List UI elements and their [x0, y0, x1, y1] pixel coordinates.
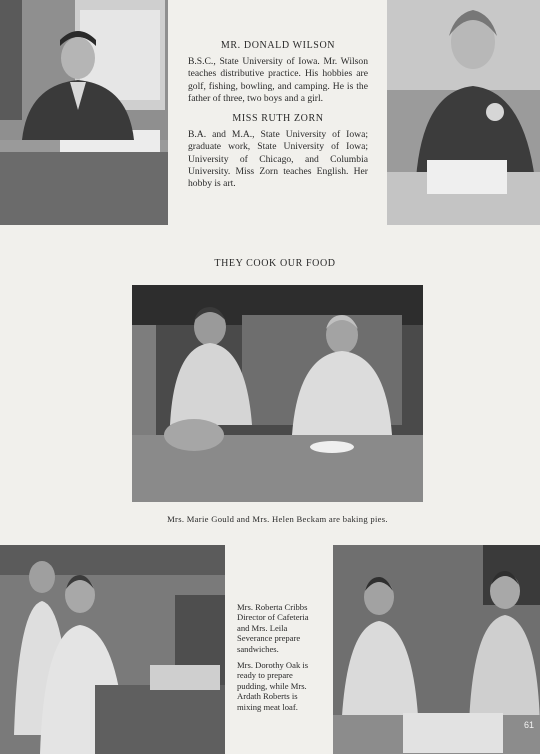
- teacher-bio-zorn: B.A. and M.A., State University of Iowa; graduate work, State University of Iowa; University of Chicago, and Columbia University. Miss Zorn teaches English. Her hobby is art.: [188, 129, 368, 190]
- section-title: THEY COOK OUR FOOD: [214, 258, 336, 269]
- photo-sandwiches: [0, 545, 225, 754]
- photo-baking-pies: [132, 285, 423, 502]
- photo-meat-loaf: [333, 545, 540, 754]
- caption-sandwiches: Mrs. Roberta Cribbs Director of Cafeteria and Mrs. Leila Severance prepare sandwiches.: [237, 602, 309, 654]
- teacher-name-wilson: MR. DONALD WILSON: [220, 40, 336, 51]
- teacher-bio-wilson: B.S.C., State University of Iowa. Mr. Wilson teaches distributive practice. His hobbies are golf, fishing, bowling, and camping. He is the father of three, two boys and a girl.: [188, 56, 368, 104]
- page-number: 61: [523, 720, 534, 730]
- teacher-bios: [188, 40, 368, 198]
- photo-ruth-zorn: [387, 0, 540, 225]
- side-captions: [237, 602, 323, 718]
- caption-meat-loaf: Mrs. Dorothy Oak is ready to prepare pudding, while Mrs. Ardath Roberts is mixing meat loaf.: [237, 660, 309, 712]
- caption-baking-pies: Mrs. Marie Gould and Mrs. Helen Beckam are baking pies.: [167, 514, 388, 524]
- teacher-name-zorn: MISS RUTH ZORN: [232, 113, 324, 125]
- photo-donald-wilson: [0, 0, 168, 225]
